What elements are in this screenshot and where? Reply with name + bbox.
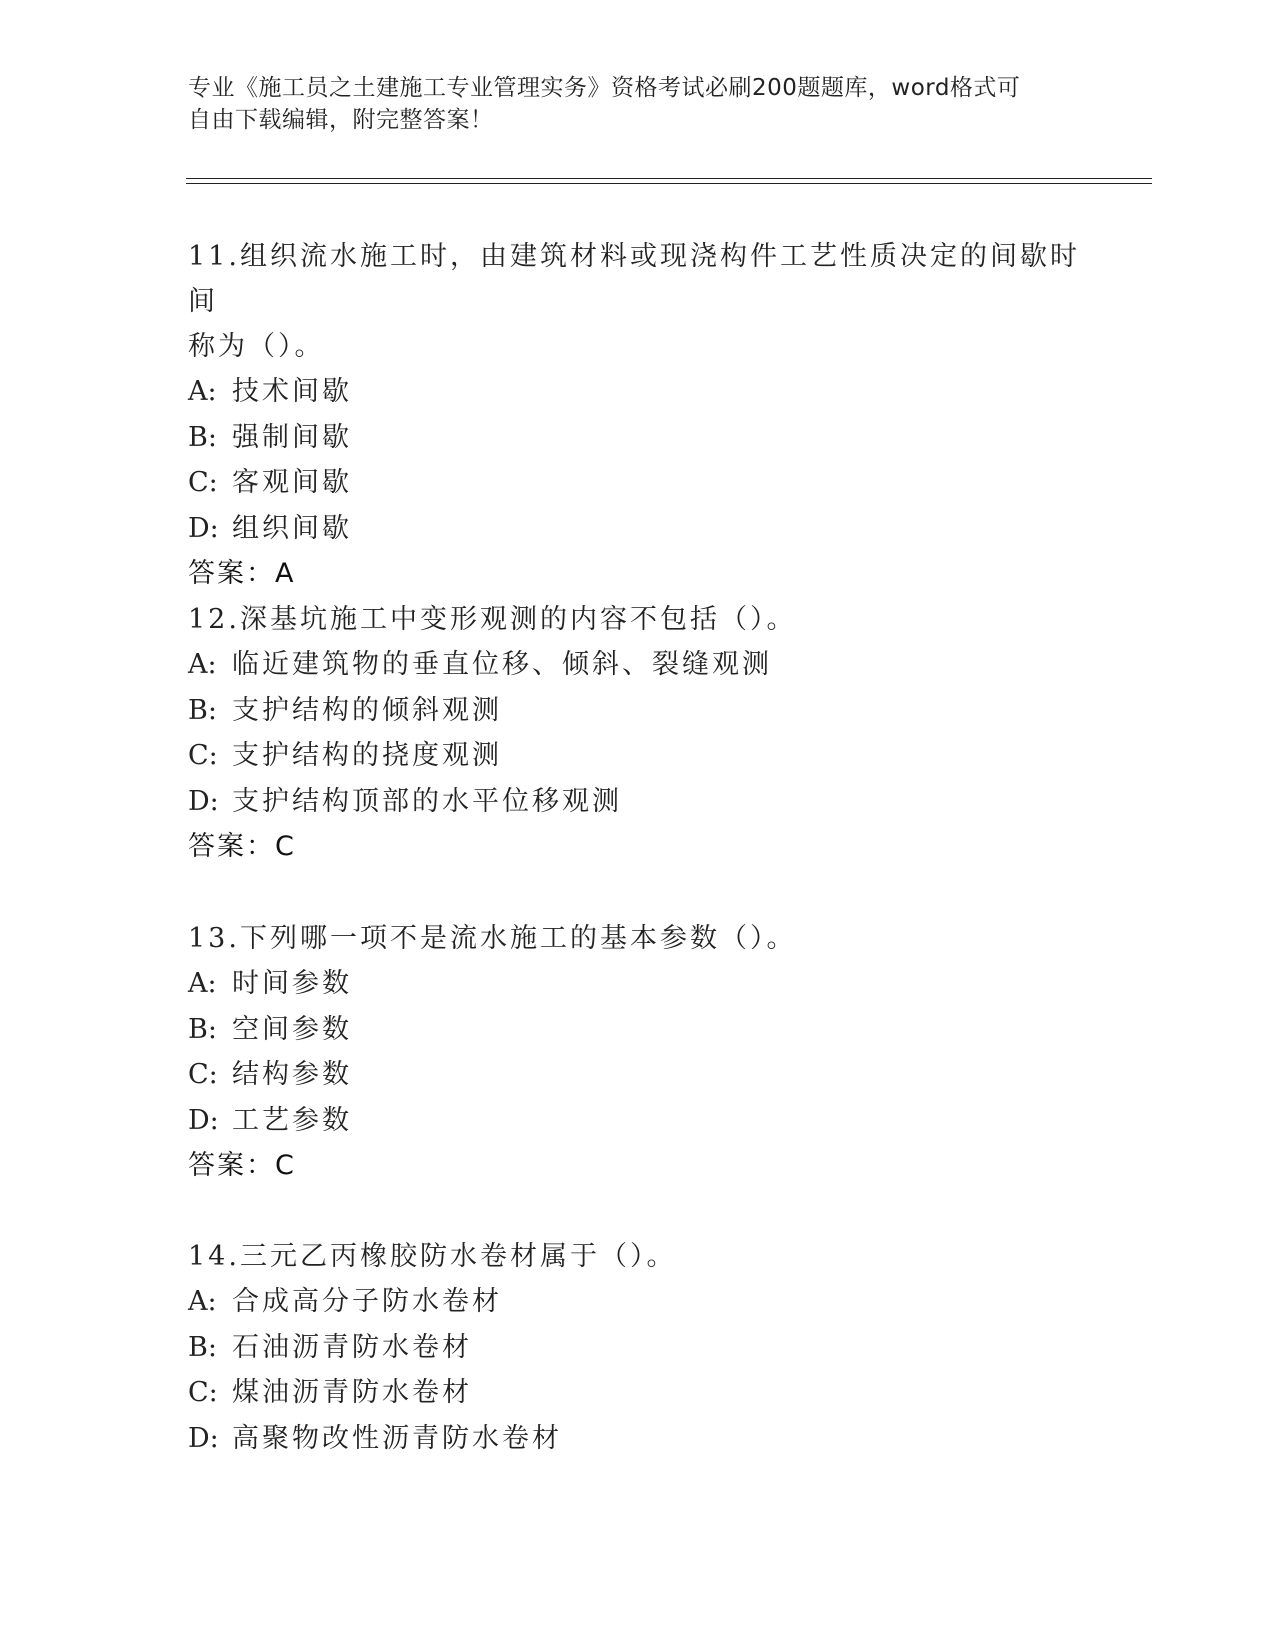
option-c bbox=[188, 1052, 1088, 1098]
question-title: 13.下列哪一项不是流水施工的基本参数（）。 bbox=[188, 923, 797, 954]
question-12 bbox=[188, 597, 1088, 870]
option-d bbox=[188, 1416, 1088, 1462]
option-key: B: bbox=[188, 1331, 217, 1363]
option-text: 结构参数 bbox=[232, 1059, 352, 1090]
option-key: C: bbox=[188, 1377, 218, 1408]
option-key: C: bbox=[188, 467, 218, 498]
option-a bbox=[188, 642, 1088, 688]
option-text: 工艺参数 bbox=[232, 1104, 352, 1136]
option-b bbox=[188, 415, 1088, 461]
option-key: B: bbox=[188, 694, 217, 726]
answer-line: 答案：C bbox=[188, 1150, 296, 1181]
option-key: D: bbox=[188, 1104, 219, 1136]
option-a bbox=[188, 961, 1088, 1007]
option-text: 支护结构的挠度观测 bbox=[232, 740, 502, 771]
option-text: 时间参数 bbox=[232, 968, 352, 999]
option-text: 煤油沥青防水卷材 bbox=[232, 1377, 472, 1408]
header-line-2: 自由下载编辑，附完整答案！ bbox=[188, 107, 494, 133]
option-text: 临近建筑物的垂直位移、倾斜、裂缝观测 bbox=[232, 649, 772, 680]
option-key: C: bbox=[188, 740, 218, 771]
option-text: 组织间歇 bbox=[232, 512, 352, 544]
option-b bbox=[188, 688, 1088, 734]
document-header bbox=[188, 72, 1068, 136]
option-text: 合成高分子防水卷材 bbox=[232, 1286, 502, 1317]
option-key: D: bbox=[188, 785, 219, 817]
question-title: 11.组织流水施工时，由建筑材料或现浇构件工艺性质决定的间歇时间 bbox=[188, 241, 1080, 317]
question-title: 12.深基坑施工中变形观测的内容不包括（）。 bbox=[188, 604, 797, 635]
option-key: B: bbox=[188, 421, 217, 453]
option-b bbox=[188, 1325, 1088, 1371]
option-key: A: bbox=[188, 376, 217, 407]
option-key: A: bbox=[188, 649, 217, 680]
question-13 bbox=[188, 916, 1088, 1189]
option-text: 支护结构顶部的水平位移观测 bbox=[232, 785, 622, 817]
option-text: 石油沥青防水卷材 bbox=[232, 1331, 472, 1363]
option-key: C: bbox=[188, 1059, 218, 1090]
answer-line: 答案：C bbox=[188, 831, 296, 862]
question-title: 14.三元乙丙橡胶防水卷材属于（）。 bbox=[188, 1241, 677, 1272]
option-c bbox=[188, 1370, 1088, 1416]
option-c bbox=[188, 460, 1088, 506]
option-d bbox=[188, 506, 1088, 552]
option-text: 强制间歇 bbox=[232, 421, 352, 453]
question-title-continued: 称为（）。 bbox=[188, 331, 325, 362]
option-key: D: bbox=[188, 1422, 219, 1454]
option-d bbox=[188, 779, 1088, 825]
option-key: A: bbox=[188, 968, 217, 999]
answer-line: 答案：A bbox=[188, 558, 296, 589]
option-a bbox=[188, 1279, 1088, 1325]
header-line-1: 专业《施工员之土建施工专业管理实务》资格考试必刷200题题库，word格式可 bbox=[188, 75, 1021, 101]
option-text: 空间参数 bbox=[232, 1013, 352, 1045]
header-divider-bottom bbox=[186, 183, 1152, 184]
option-d bbox=[188, 1098, 1088, 1144]
question-11 bbox=[188, 234, 1088, 597]
option-key: D: bbox=[188, 512, 219, 544]
option-text: 支护结构的倾斜观测 bbox=[232, 694, 502, 726]
option-c bbox=[188, 733, 1088, 779]
header-divider-top bbox=[186, 178, 1152, 179]
option-key: B: bbox=[188, 1013, 217, 1045]
option-text: 高聚物改性沥青防水卷材 bbox=[232, 1422, 562, 1454]
option-text: 客观间歇 bbox=[232, 467, 352, 498]
option-text: 技术间歇 bbox=[232, 376, 352, 407]
option-b bbox=[188, 1007, 1088, 1053]
option-a bbox=[188, 369, 1088, 415]
option-key: A: bbox=[188, 1286, 217, 1317]
question-14 bbox=[188, 1234, 1088, 1461]
